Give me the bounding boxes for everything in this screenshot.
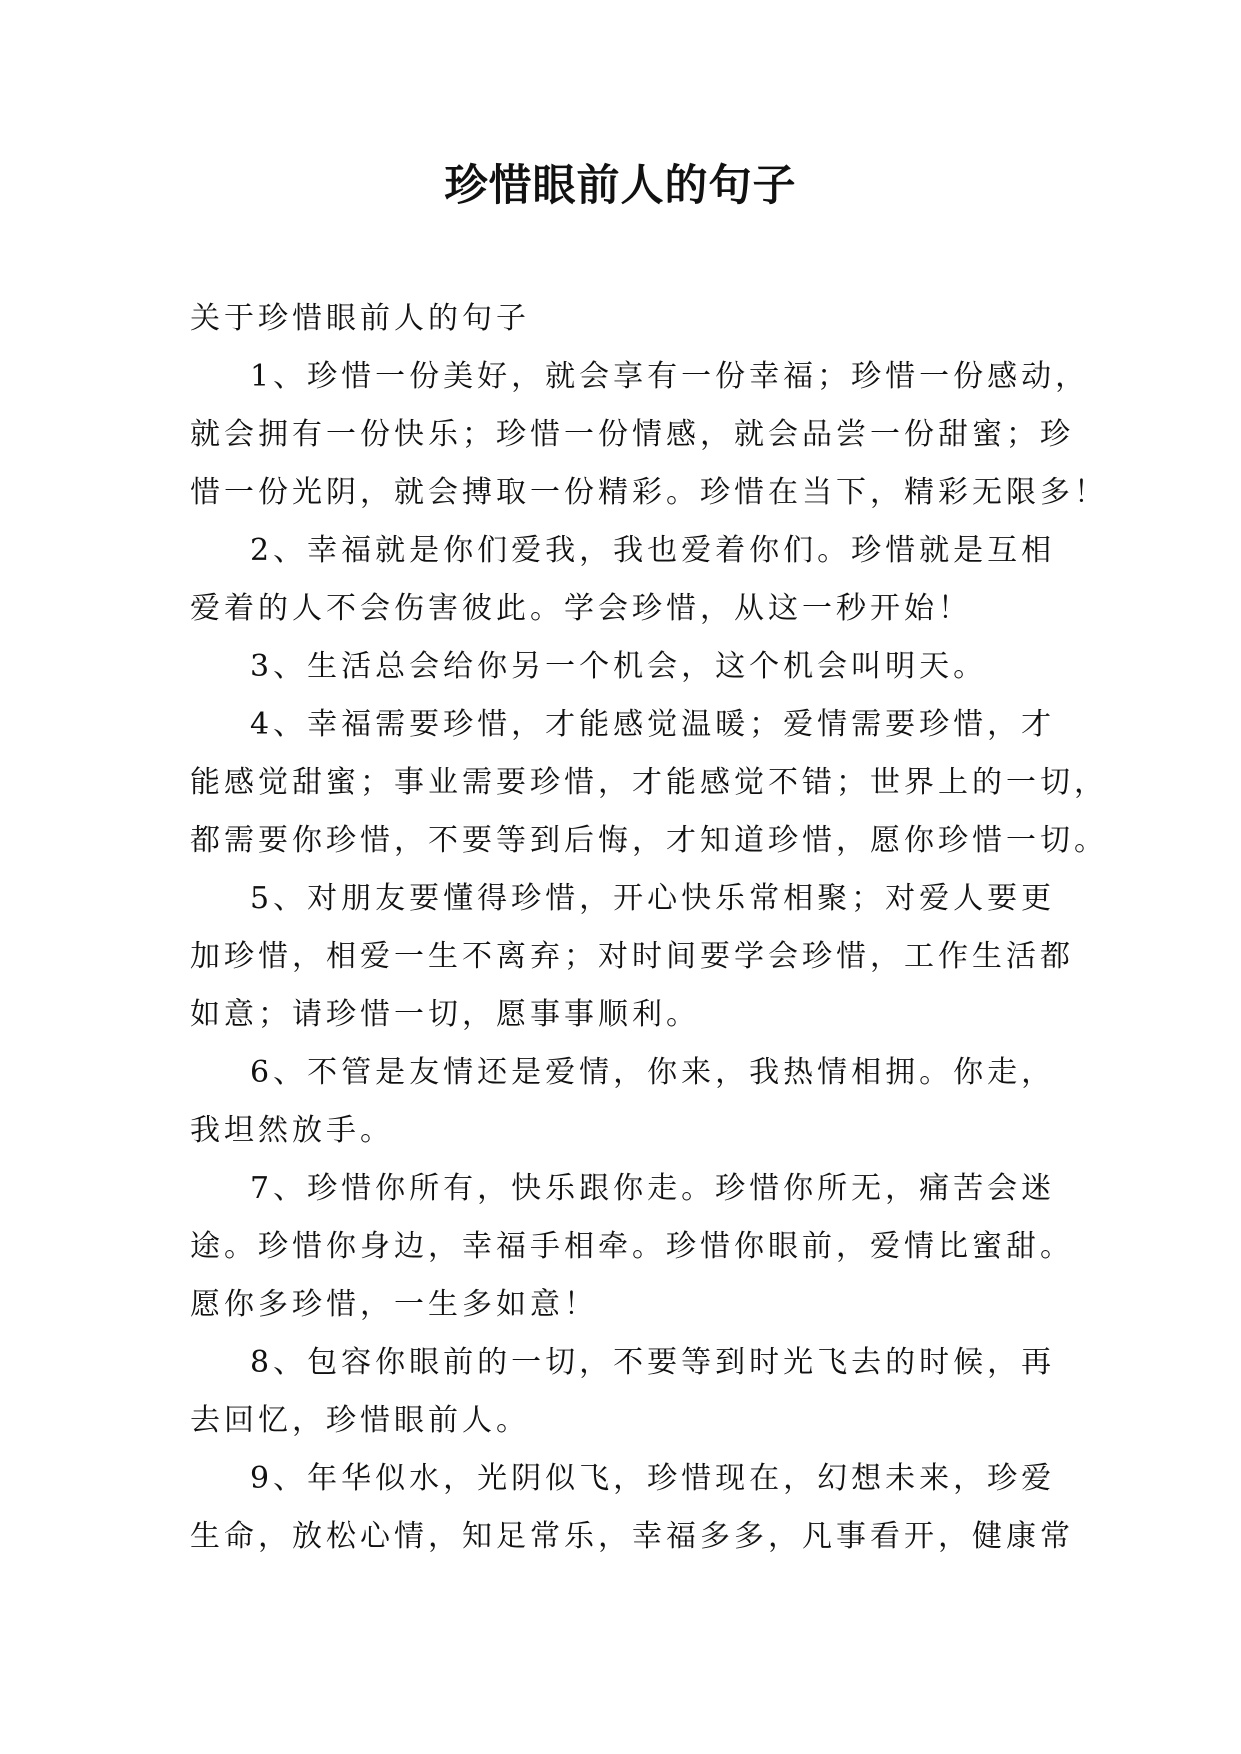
paragraph-line: 3、生活总会给你另一个机会，这个机会叫明天。 — [250, 649, 988, 684]
paragraph-7 — [190, 1160, 1074, 1334]
paragraph-line: 如意；请珍惜一切，愿事事顺利。 — [190, 997, 700, 1032]
paragraph-line: 1、珍惜一份美好，就会享有一份幸福；珍惜一份感动， — [250, 359, 1090, 394]
document-title: 珍惜眼前人的句子 — [444, 161, 797, 211]
paragraph-3 — [190, 638, 1052, 696]
paragraph-line: 途。珍惜你身边，幸福手相牵。珍惜你眼前，爱情比蜜甜。 — [190, 1229, 1074, 1264]
paragraph-line: 爱着的人不会伤害彼此。学会珍惜，从这一秒开始！ — [190, 591, 972, 626]
document-body — [190, 290, 1108, 1566]
paragraph-4 — [190, 696, 1108, 870]
paragraph-line: 7、珍惜你所有，快乐跟你走。珍惜你所无，痛苦会迷 — [250, 1171, 1056, 1206]
paragraph-6 — [190, 1044, 1056, 1160]
paragraph-line: 9、年华似水，光阴似飞，珍惜现在，幻想未来，珍爱 — [250, 1461, 1056, 1496]
intro-line: 关于珍惜眼前人的句子 — [190, 301, 530, 336]
paragraph-line: 去回忆，珍惜眼前人。 — [190, 1403, 530, 1438]
paragraph-line: 4、幸福需要珍惜，才能感觉温暖；爱情需要珍惜，才 — [250, 707, 1056, 742]
paragraph-line: 就会拥有一份快乐；珍惜一份情感，就会品尝一份甜蜜；珍 — [190, 417, 1074, 452]
paragraph-line: 8、包容你眼前的一切，不要等到时光飞去的时候，再 — [250, 1345, 1056, 1380]
paragraph-line: 加珍惜，相爱一生不离弃；对时间要学会珍惜，工作生活都 — [190, 939, 1074, 974]
paragraph-line: 5、对朋友要懂得珍惜，开心快乐常相聚；对爱人要更 — [250, 881, 1056, 916]
paragraph-line: 愿你多珍惜，一生多如意！ — [190, 1287, 598, 1322]
paragraph-8 — [190, 1334, 1056, 1450]
paragraph-line: 6、不管是友情还是爱情，你来，我热情相拥。你走， — [250, 1055, 1056, 1090]
paragraph-line: 都需要你珍惜，不要等到后悔，才知道珍惜，愿你珍惜一切。 — [190, 823, 1108, 858]
paragraph-line: 我坦然放手。 — [190, 1113, 394, 1148]
paragraph-line: 惜一份光阴，就会搏取一份精彩。珍惜在当下，精彩无限多！ — [190, 475, 1108, 510]
paragraph-2 — [190, 522, 1056, 638]
paragraph-5 — [190, 870, 1074, 1044]
paragraph-1 — [190, 348, 1108, 522]
paragraph-line: 生命，放松心情，知足常乐，幸福多多，凡事看开，健康常 — [190, 1519, 1074, 1554]
paragraph-9 — [190, 1450, 1074, 1566]
paragraph-line: 能感觉甜蜜；事业需要珍惜，才能感觉不错；世界上的一切， — [190, 765, 1108, 800]
paragraph-line: 2、幸福就是你们爱我，我也爱着你们。珍惜就是互相 — [250, 533, 1056, 568]
